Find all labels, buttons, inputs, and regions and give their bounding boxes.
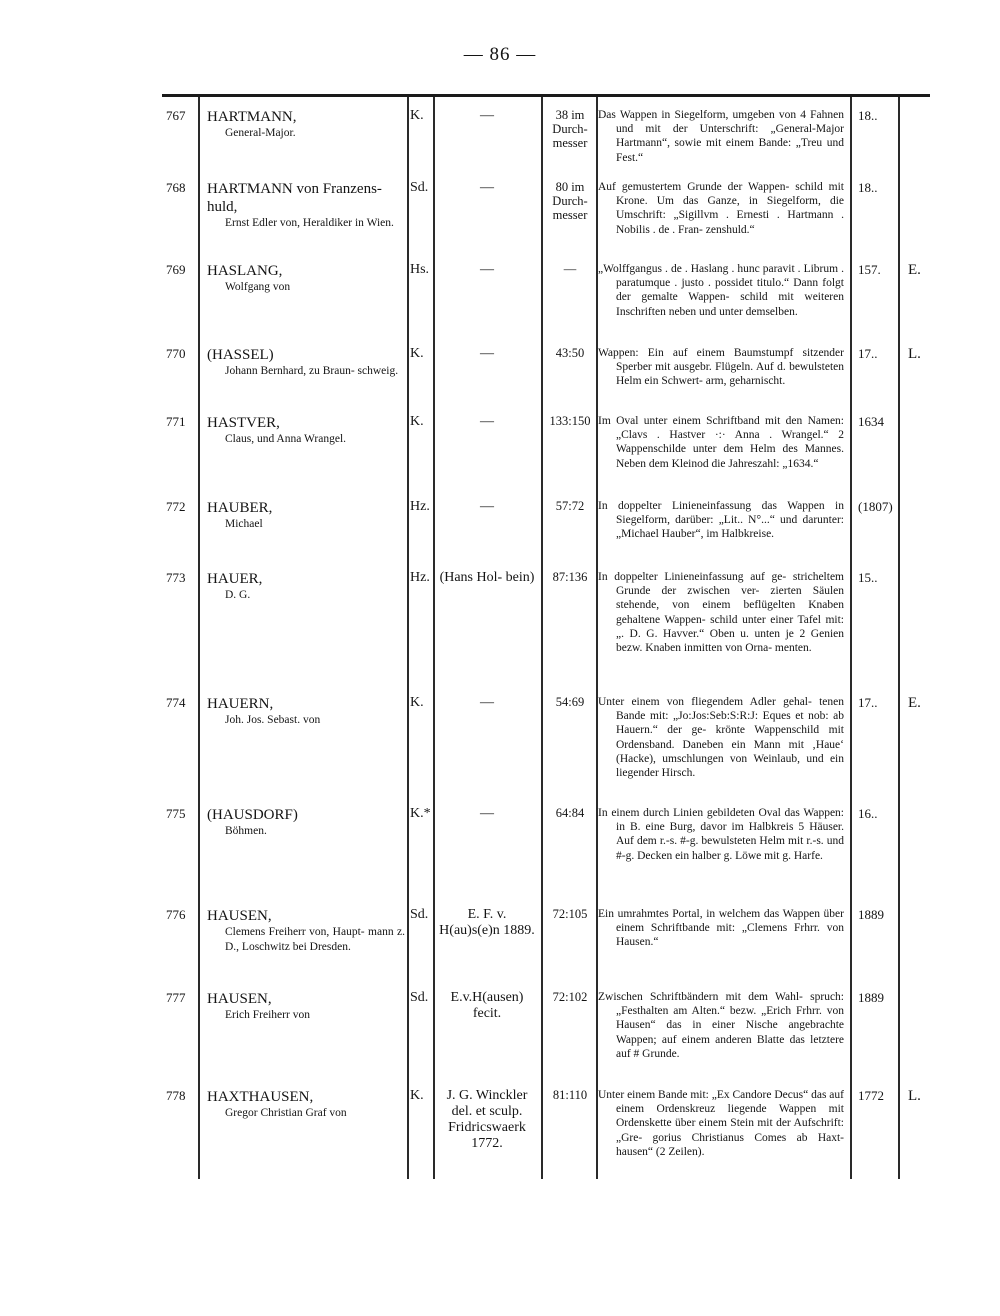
entry-subtitle: Claus, und Anna Wrangel.: [225, 433, 347, 445]
entry-description: In einem durch Linien gebildeten Oval das Wappen: in B. eine Burg, davor im Halbkreis 5 Häuser. Auf dem r.-s. #-g. bewulsteten Helm mit r.-s. und #-g. Decken ein halber g. Löwe mit g. Harfe.: [598, 807, 844, 862]
entry-source: L.: [908, 1088, 921, 1104]
column-divider: [850, 97, 852, 1179]
entry-date: 157.: [858, 262, 881, 277]
entry-date: 17..: [858, 695, 878, 710]
entry-technique: Sd.: [410, 180, 429, 195]
entry-source: L.: [908, 346, 921, 362]
entry-artist: —: [480, 346, 494, 361]
column-divider: [541, 97, 543, 1179]
entry-artist: —: [480, 414, 494, 429]
entry-technique: K.: [410, 414, 424, 429]
entry-size: 133:150: [549, 414, 591, 428]
entry-artist: (Hans Hol- bein): [439, 570, 535, 585]
entry-artist: —: [480, 108, 494, 123]
entry-subtitle: Joh. Jos. Sebast. von: [225, 714, 321, 726]
entry-name: HASTVER,: [207, 415, 280, 431]
entry-technique: K.: [410, 346, 424, 361]
entry-name: HAUSEN,: [207, 991, 272, 1007]
entry-number: 775: [166, 806, 186, 821]
entry-artist: —: [480, 806, 494, 821]
entry-technique: Sd.: [410, 990, 429, 1005]
entry-size: 38 im Durch- messer: [552, 108, 588, 150]
entry-number: 769: [166, 262, 186, 277]
entry-description: Unter einem von fliegendem Adler gehal- tenen Bande mit: „Jo:Jos:Seb:S:R:J: Eques et nob: ab Hauern.“ der ge- krönte Wappenschild mit Ordensband. Daneben ein Mann mit ‚Haue‘ (Hacke), umschlungen von Weinlaub, und ein liegender Hirsch.: [598, 696, 844, 780]
column-divider: [407, 97, 409, 1179]
entry-name-cell: [207, 108, 405, 141]
entry-subtitle: Erich Freiherr von: [225, 1009, 310, 1021]
entry-size: —: [563, 262, 577, 276]
entry-description: Auf gemustertem Grunde der Wappen- schild mit Krone. Um das Ganze, in Siegelform, die Umschrift: „Sigillvm . Ernesti . Hartmann . Nobilis . de . Fran- zenshuld.“: [598, 181, 844, 236]
entry-description: Wappen: Ein auf einem Baumstumpf sitzender Sperber mit ausgebr. Flügeln. Auf d. bewulsteten Helm ein Schwert- arm, geharnischt.: [598, 347, 844, 388]
entry-name-cell: [207, 1088, 405, 1121]
entry-size: 57:72: [555, 499, 585, 513]
entry-name-cell: [207, 499, 405, 532]
entry-number: 774: [166, 695, 186, 710]
entry-name: HAUER,: [207, 571, 263, 587]
entry-artist: E. F. v. H(au)s(e)n 1889.: [439, 907, 535, 938]
entry-number: 777: [166, 990, 186, 1005]
entry-description: Das Wappen in Siegelform, umgeben von 4 Fahnen und mit der Unterschrift: „General-Major Hartmann“, sowie mit einem Bande: „Treu und Fest.“: [598, 109, 844, 164]
entry-name-cell: [207, 990, 405, 1023]
entry-name: HAUSEN,: [207, 908, 272, 924]
entry-number: 770: [166, 346, 186, 361]
entry-date: 18..: [858, 180, 878, 195]
entry-description: In doppelter Linieneinfassung auf ge- stricheltem Grunde der zwischen ver- zierten Säulen stehende, von einem beflügelten Knaben gehaltene Wappen- schild unter einer Tafel mit: „. D. G. Havver.“ Oben u. unten je 2 Genien bezw. Knaben inmitten von Orna- menten.: [598, 571, 844, 655]
entry-artist: —: [480, 180, 494, 195]
entry-technique: Sd.: [410, 907, 429, 922]
entry-description: Ein umrahmtes Portal, in welchem das Wappen über einem Schriftbande mit: „Clemens Frhrr. von Hausen.“: [598, 908, 844, 949]
entry-size: 87:136: [552, 570, 588, 584]
table-top-rule: [162, 94, 930, 97]
entry-artist: —: [480, 499, 494, 514]
entry-number: 771: [166, 414, 186, 429]
entry-name: HAUERN,: [207, 696, 274, 712]
entry-description: „Wolffgangus . de . Haslang . hunc paravit . Librum . paratumque . justo . possidet titulo.“ Dann folgt der gemalte Wappen- schild mit weiteren Inschriften neben und unter demselben.: [598, 263, 844, 318]
entry-date: 16..: [858, 806, 878, 821]
entry-number: 776: [166, 907, 186, 922]
entry-size: 81:110: [552, 1088, 588, 1102]
page-number: — 86 —: [463, 44, 537, 65]
entry-name-cell: [207, 414, 405, 447]
entry-artist: J. G. Winckler del. et sculp. Fridricswaerk 1772.: [446, 1088, 528, 1151]
entry-subtitle: General-Major.: [225, 127, 296, 139]
entry-artist: —: [480, 695, 494, 710]
entry-technique: K.: [410, 695, 424, 710]
entry-technique: K.: [410, 108, 424, 123]
entry-description: Zwischen Schriftbändern mit dem Wahl- spruch: „Festhalten am Alten.“ bezw. „Erich Frhrr. von Hausen“ das in einer Nische angebrachte Wappen; auf einem anderen Blatte das letztere auf # Grunde.: [598, 991, 844, 1060]
entry-name: HAUBER,: [207, 500, 273, 516]
entry-name-cell: [207, 346, 405, 379]
entry-artist: E.v.H(ausen) fecit.: [450, 990, 524, 1021]
entry-technique: K.: [410, 1088, 424, 1103]
entry-description: Unter einem Bande mit: „Ex Candore Decus“ das auf einem Ordenskreuz liegende Wappen mit Ordenskette über einem Stein mit der Aufschrift: „Gre- gorius Christianus Comes ab Haxt- hausen“ (2 Zeilen).: [598, 1089, 844, 1158]
entry-number: 778: [166, 1088, 186, 1103]
entry-size: 43:50: [555, 346, 585, 360]
entry-name-cell: [207, 570, 405, 603]
entry-subtitle: Clemens Freiherr von, Haupt- mann z. D., Loschwitz bei Dresden.: [225, 926, 405, 953]
entry-number: 768: [166, 180, 186, 195]
entry-name: HARTMANN,: [207, 109, 297, 125]
entry-technique: Hz.: [410, 499, 430, 514]
entry-number: 773: [166, 570, 186, 585]
entry-date: 1889: [858, 907, 884, 922]
entry-name: (HAUSDORF): [207, 807, 298, 823]
entry-technique: K.*: [410, 806, 431, 821]
entry-date: 18..: [858, 108, 878, 123]
entry-number: 772: [166, 499, 186, 514]
entry-subtitle: Wolfgang von: [225, 281, 291, 293]
entry-date: (1807): [858, 499, 893, 514]
entry-date: 1772: [858, 1088, 884, 1103]
entry-subtitle: D. G.: [225, 589, 251, 601]
entry-subtitle: Böhmen.: [225, 825, 267, 837]
entry-artist: —: [480, 262, 494, 277]
entry-subtitle: Michael: [225, 518, 263, 530]
entry-date: 17..: [858, 346, 878, 361]
entry-source: E.: [908, 695, 921, 711]
column-divider: [898, 97, 900, 1179]
entry-source: E.: [908, 262, 921, 278]
entry-name: (HASSEL): [207, 347, 274, 363]
entry-number: 767: [166, 108, 186, 123]
entry-subtitle: Gregor Christian Graf von: [225, 1107, 347, 1119]
entry-size: 54:69: [555, 695, 585, 709]
entry-date: 1889: [858, 990, 884, 1005]
entry-description: Im Oval unter einem Schriftband mit den Namen: „Clavs . Hastver ·:· Anna . Wrangel.“ 2 Wappenschilde unter dem Helm des Mannes. Neben dem Kleinod die Jahreszahl: „1634.“: [598, 415, 844, 470]
entry-size: 64:84: [555, 806, 585, 820]
column-divider: [198, 97, 200, 1179]
entry-name: HARTMANN von Franzens- huld,: [207, 181, 382, 215]
entry-size: 72:105: [552, 907, 588, 921]
entry-size: 80 im Durch- messer: [552, 180, 588, 222]
entry-technique: Hs.: [410, 262, 430, 277]
entry-name: HASLANG,: [207, 263, 283, 279]
entry-name-cell: [207, 262, 405, 295]
entry-name-cell: [207, 180, 405, 231]
entry-size: 72:102: [552, 990, 588, 1004]
entry-subtitle: Ernst Edler von, Heraldiker in Wien.: [225, 217, 394, 229]
entry-description: In doppelter Linieneinfassung das Wappen in Siegelform, darüber: „Lit.. N°...“ und darunter: „Michael Hauber“, im Halbkreise.: [598, 500, 844, 541]
entry-date: 15..: [858, 570, 878, 585]
column-divider: [433, 97, 435, 1179]
entry-subtitle: Johann Bernhard, zu Braun- schweig.: [225, 365, 399, 377]
entry-name-cell: [207, 907, 405, 954]
entry-name-cell: [207, 806, 405, 839]
entry-name: HAXTHAUSEN,: [207, 1089, 314, 1105]
entry-name-cell: [207, 695, 405, 728]
entry-technique: Hz.: [410, 570, 430, 585]
entry-date: 1634: [858, 414, 884, 429]
